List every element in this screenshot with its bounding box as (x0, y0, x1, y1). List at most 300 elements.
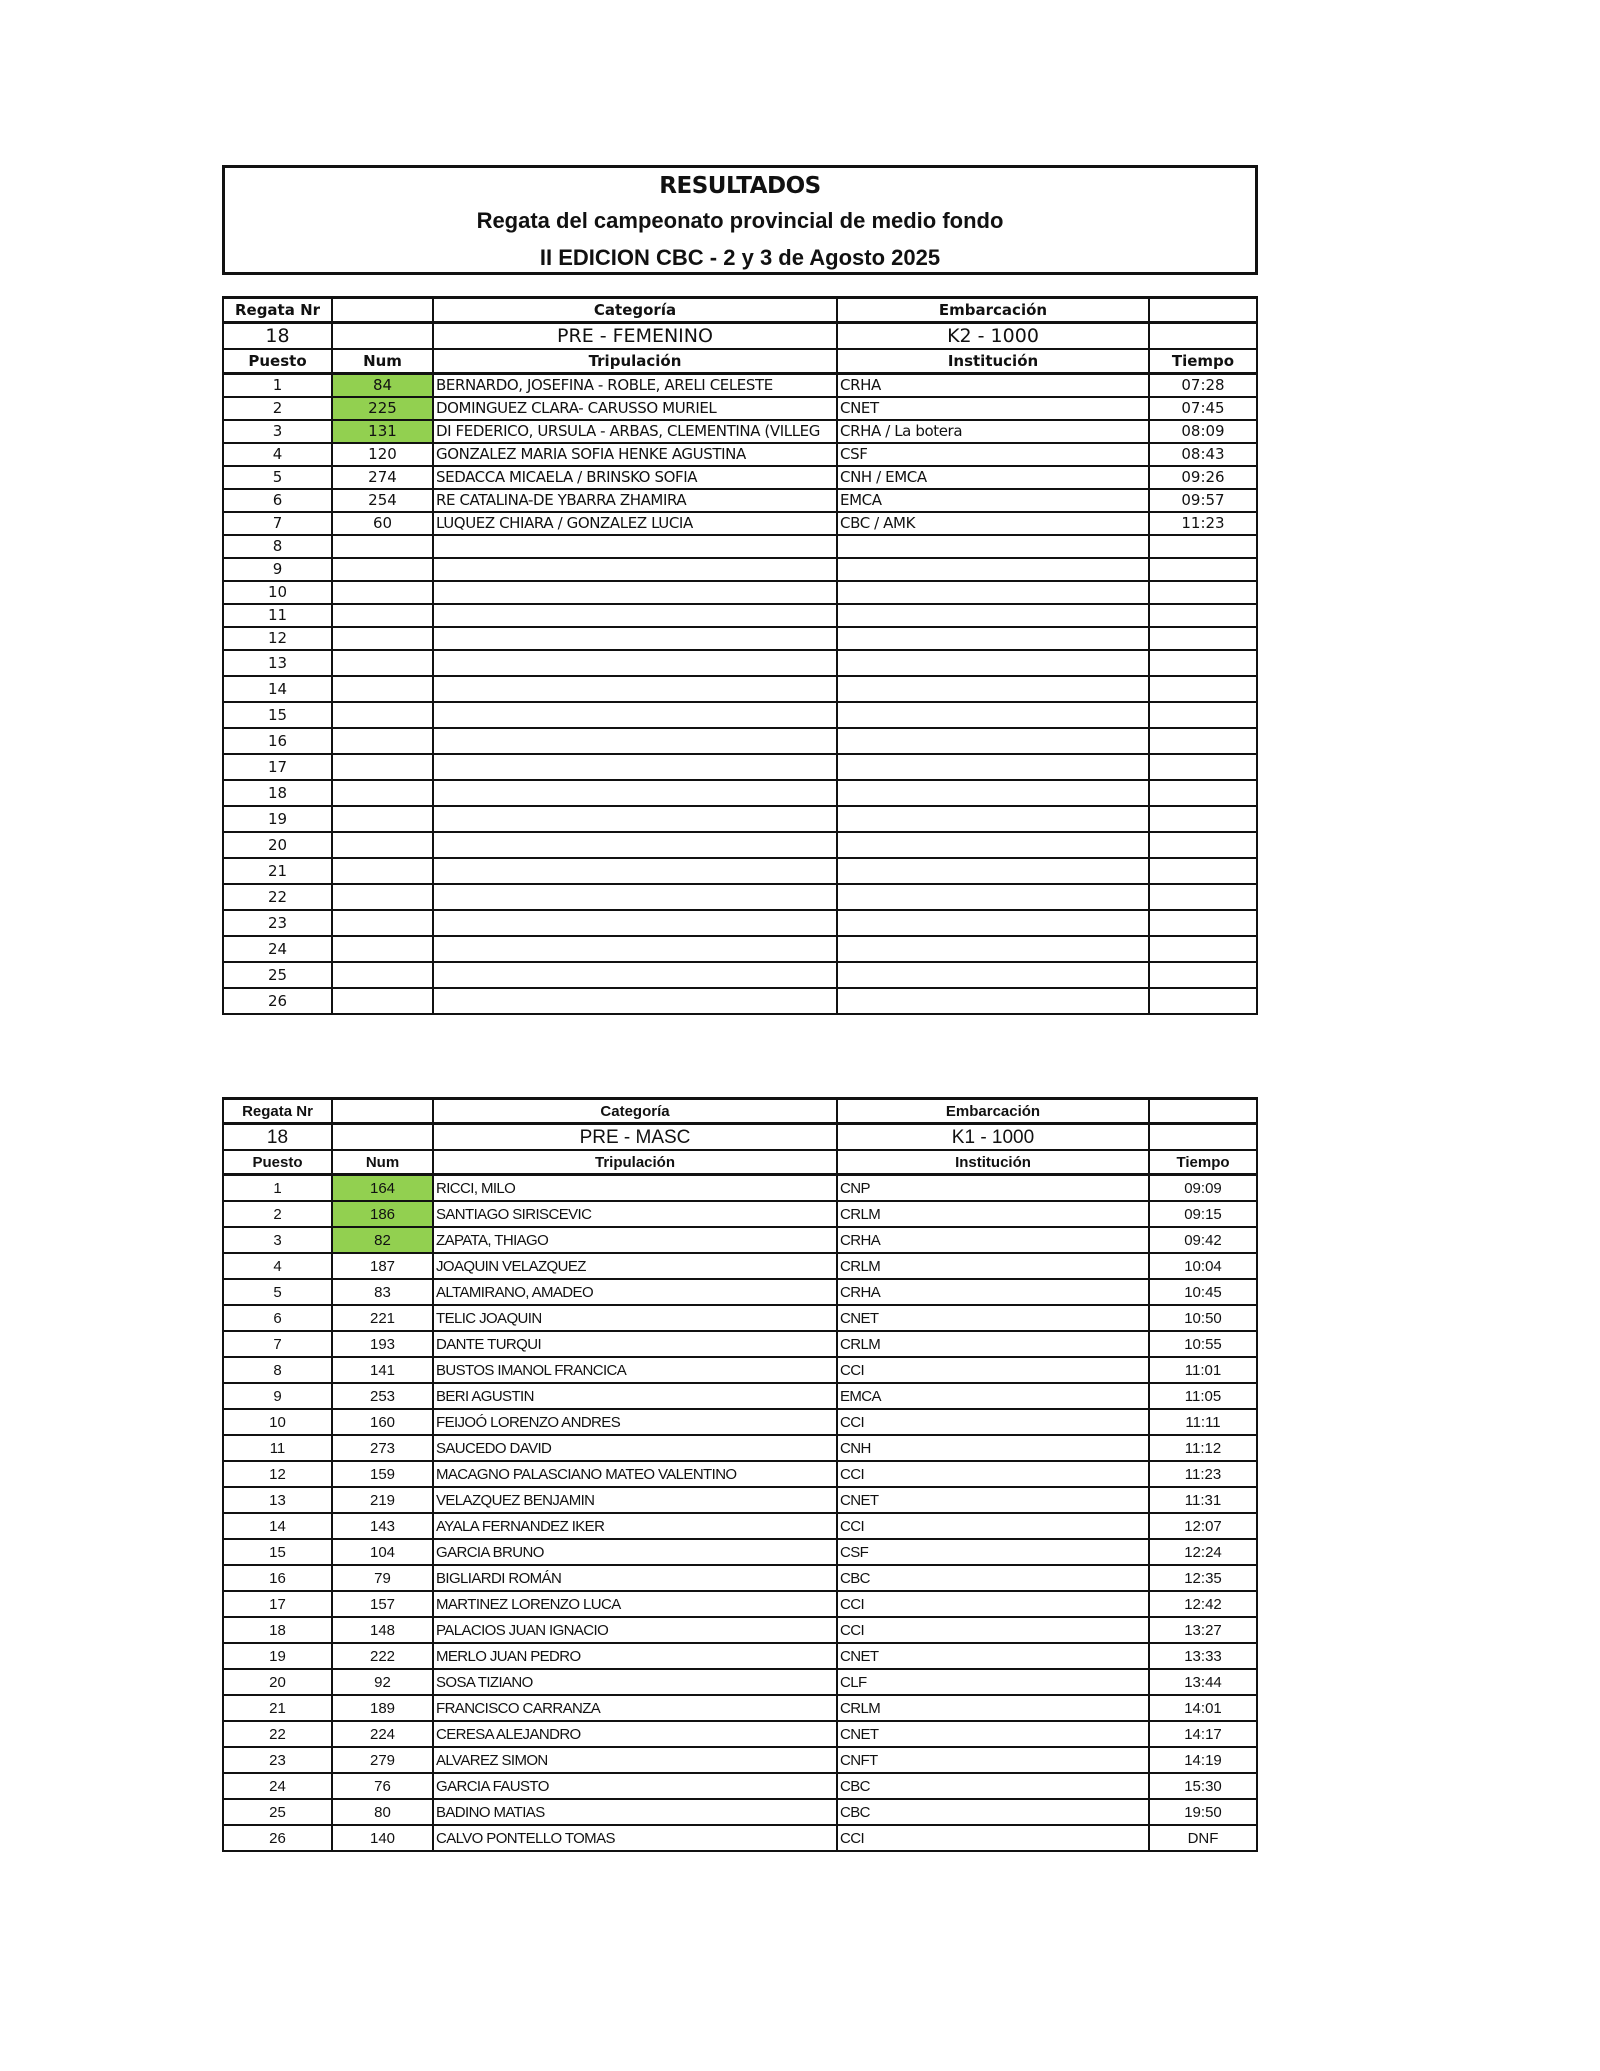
institucion-cell: CSF (837, 443, 1149, 466)
puesto-cell: 18 (223, 780, 332, 806)
column-headers (223, 1150, 1257, 1175)
institucion-cell: CNET (837, 1643, 1149, 1669)
institucion-cell: CRHA / La botera (837, 420, 1149, 443)
institucion-cell (837, 676, 1149, 702)
result-row (223, 1331, 1257, 1357)
puesto-cell: 13 (223, 1487, 332, 1513)
tiempo-cell: 12:42 (1149, 1591, 1257, 1617)
tiempo-cell: 13:33 (1149, 1643, 1257, 1669)
puesto-cell: 9 (223, 1383, 332, 1409)
tripulacion-cell: SANTIAGO SIRISCEVIC (433, 1201, 837, 1227)
institucion-cell: CRHA (837, 1279, 1149, 1305)
num-cell: 224 (332, 1721, 433, 1747)
result-row (223, 1435, 1257, 1461)
tiempo-cell: 12:24 (1149, 1539, 1257, 1565)
num-cell: 274 (332, 466, 433, 489)
tripulacion-cell: FEIJOÓ LORENZO ANDRES (433, 1409, 837, 1435)
tiempo-cell: 09:09 (1149, 1175, 1257, 1202)
puesto-cell: 3 (223, 1227, 332, 1253)
puesto-cell: 15 (223, 702, 332, 728)
num-cell (332, 728, 433, 754)
tripulacion-cell: CALVO PONTELLO TOMAS (433, 1825, 837, 1851)
results-rows (223, 1175, 1257, 1852)
tripulacion-cell (433, 936, 837, 962)
categoria-value: PRE - FEMENINO (433, 323, 837, 350)
puesto-cell: 14 (223, 1513, 332, 1539)
puesto-cell: 22 (223, 1721, 332, 1747)
tripulacion-cell: BERNARDO, JOSEFINA - ROBLE, ARELI CELESTE (433, 374, 837, 398)
empty-cell (332, 1099, 433, 1124)
institucion-cell (837, 806, 1149, 832)
race-header-values (223, 1124, 1257, 1151)
result-row (223, 558, 1257, 581)
embarcacion-label: Embarcación (837, 298, 1149, 323)
result-row (223, 1383, 1257, 1409)
tripulacion-cell (433, 650, 837, 676)
institucion-cell (837, 581, 1149, 604)
event-edition: II EDICION CBC - 2 y 3 de Agosto 2025 (539, 245, 941, 270)
num-cell: 76 (332, 1773, 433, 1799)
institucion-cell: CLF (837, 1669, 1149, 1695)
tiempo-cell: 11:05 (1149, 1383, 1257, 1409)
tiempo-cell: 11:11 (1149, 1409, 1257, 1435)
institucion-cell: CCI (837, 1357, 1149, 1383)
tripulacion-cell: GARCIA FAUSTO (433, 1773, 837, 1799)
num-cell: 193 (332, 1331, 433, 1357)
result-row (223, 1279, 1257, 1305)
puesto-cell: 8 (223, 1357, 332, 1383)
num-cell: 164 (332, 1175, 433, 1202)
num-cell: 83 (332, 1279, 433, 1305)
tripulacion-cell (433, 627, 837, 650)
result-row (223, 676, 1257, 702)
results-table-pre-masc (222, 1097, 1258, 1852)
result-row (223, 627, 1257, 650)
tripulacion-cell: GARCIA BRUNO (433, 1539, 837, 1565)
tripulacion-cell (433, 676, 837, 702)
num-cell: 279 (332, 1747, 433, 1773)
tripulacion-cell: BUSTOS IMANOL FRANCICA (433, 1357, 837, 1383)
result-row (223, 1799, 1257, 1825)
num-cell (332, 581, 433, 604)
puesto-cell: 11 (223, 604, 332, 627)
puesto-cell: 20 (223, 1669, 332, 1695)
tripulacion-cell: FRANCISCO CARRANZA (433, 1695, 837, 1721)
result-row (223, 1487, 1257, 1513)
result-row (223, 1409, 1257, 1435)
tripulacion-cell (433, 806, 837, 832)
race-header-labels (223, 298, 1257, 323)
puesto-cell: 23 (223, 910, 332, 936)
tripulacion-cell: BADINO MATIAS (433, 1799, 837, 1825)
tripulacion-cell: RE CATALINA-DE YBARRA ZHAMIRA (433, 489, 837, 512)
tiempo-cell: 09:42 (1149, 1227, 1257, 1253)
tripulacion-cell (433, 702, 837, 728)
puesto-cell: 24 (223, 1773, 332, 1799)
institucion-cell: CBC (837, 1773, 1149, 1799)
categoria-value: PRE - MASC (433, 1124, 837, 1151)
puesto-cell: 1 (223, 1175, 332, 1202)
result-row (223, 581, 1257, 604)
tiempo-cell: DNF (1149, 1825, 1257, 1851)
tiempo-cell (1149, 832, 1257, 858)
institucion-cell: CBC (837, 1799, 1149, 1825)
institucion-cell: CNH / EMCA (837, 466, 1149, 489)
empty-cell (1149, 298, 1257, 323)
tripulacion-cell: BERI AGUSTIN (433, 1383, 837, 1409)
tripulacion-cell: AYALA FERNANDEZ IKER (433, 1513, 837, 1539)
result-row (223, 420, 1257, 443)
tiempo-cell: 14:19 (1149, 1747, 1257, 1773)
result-row (223, 1643, 1257, 1669)
race-header-values (223, 323, 1257, 350)
puesto-cell: 21 (223, 1695, 332, 1721)
num-cell: 219 (332, 1487, 433, 1513)
categoria-label: Categoría (433, 298, 837, 323)
result-row (223, 1461, 1257, 1487)
result-row (223, 1617, 1257, 1643)
num-cell: 60 (332, 512, 433, 535)
puesto-cell: 8 (223, 535, 332, 558)
race-header-labels (223, 1099, 1257, 1124)
institucion-cell: CRLM (837, 1201, 1149, 1227)
categoria-label: Categoría (433, 1099, 837, 1124)
tripulacion-cell (433, 558, 837, 581)
institucion-cell (837, 936, 1149, 962)
num-cell: 92 (332, 1669, 433, 1695)
embarcacion-label: Embarcación (837, 1099, 1149, 1124)
institucion-cell: CRHA (837, 374, 1149, 398)
puesto-cell: 20 (223, 832, 332, 858)
tiempo-cell (1149, 604, 1257, 627)
result-row (223, 1227, 1257, 1253)
result-row (223, 702, 1257, 728)
tiempo-cell: 11:23 (1149, 1461, 1257, 1487)
tripulacion-header: Tripulación (433, 1150, 837, 1175)
empty-cell (1149, 1124, 1257, 1151)
results-title-box (222, 165, 1258, 275)
result-row (223, 884, 1257, 910)
tripulacion-cell: PALACIOS JUAN IGNACIO (433, 1617, 837, 1643)
tiempo-header: Tiempo (1149, 1150, 1257, 1175)
tiempo-cell: 11:01 (1149, 1357, 1257, 1383)
num-cell: 157 (332, 1591, 433, 1617)
institucion-cell: CRHA (837, 1227, 1149, 1253)
puesto-cell: 6 (223, 1305, 332, 1331)
tiempo-cell: 11:31 (1149, 1487, 1257, 1513)
result-row (223, 1747, 1257, 1773)
result-row (223, 1253, 1257, 1279)
tripulacion-cell: DANTE TURQUI (433, 1331, 837, 1357)
puesto-cell: 13 (223, 650, 332, 676)
num-cell (332, 832, 433, 858)
num-cell (332, 650, 433, 676)
institucion-cell: CNP (837, 1175, 1149, 1202)
institucion-cell (837, 558, 1149, 581)
tripulacion-cell (433, 832, 837, 858)
tripulacion-cell: LUQUEZ CHIARA / GONZALEZ LUCIA (433, 512, 837, 535)
puesto-cell: 14 (223, 676, 332, 702)
tiempo-cell (1149, 535, 1257, 558)
num-header: Num (332, 349, 433, 374)
tiempo-cell: 07:28 (1149, 374, 1257, 398)
puesto-cell: 26 (223, 1825, 332, 1851)
tiempo-cell: 14:17 (1149, 1721, 1257, 1747)
institucion-cell: CCI (837, 1617, 1149, 1643)
tripulacion-cell: ALTAMIRANO, AMADEO (433, 1279, 837, 1305)
tiempo-cell (1149, 858, 1257, 884)
num-cell: 186 (332, 1201, 433, 1227)
institucion-cell (837, 962, 1149, 988)
result-row (223, 780, 1257, 806)
tripulacion-cell: MERLO JUAN PEDRO (433, 1643, 837, 1669)
institucion-cell: CNFT (837, 1747, 1149, 1773)
tiempo-cell: 19:50 (1149, 1799, 1257, 1825)
result-row (223, 1201, 1257, 1227)
num-cell: 160 (332, 1409, 433, 1435)
institucion-cell: CRLM (837, 1695, 1149, 1721)
puesto-cell: 10 (223, 1409, 332, 1435)
tiempo-cell: 10:04 (1149, 1253, 1257, 1279)
num-cell (332, 754, 433, 780)
num-cell: 84 (332, 374, 433, 398)
num-cell: 148 (332, 1617, 433, 1643)
result-row (223, 1721, 1257, 1747)
tiempo-cell: 10:45 (1149, 1279, 1257, 1305)
num-cell: 79 (332, 1565, 433, 1591)
puesto-cell: 1 (223, 374, 332, 398)
tiempo-cell (1149, 780, 1257, 806)
institucion-cell (837, 832, 1149, 858)
puesto-cell: 19 (223, 806, 332, 832)
tiempo-cell (1149, 988, 1257, 1014)
regata-nr-label: Regata Nr (223, 298, 332, 323)
puesto-cell: 7 (223, 1331, 332, 1357)
puesto-cell: 9 (223, 558, 332, 581)
tripulacion-cell: TELIC JOAQUIN (433, 1305, 837, 1331)
puesto-cell: 10 (223, 581, 332, 604)
embarcacion-value: K2 - 1000 (837, 323, 1149, 350)
tiempo-cell: 07:45 (1149, 397, 1257, 420)
num-cell: 120 (332, 443, 433, 466)
num-cell: 189 (332, 1695, 433, 1721)
tiempo-header: Tiempo (1149, 349, 1257, 374)
tiempo-cell (1149, 910, 1257, 936)
puesto-cell: 23 (223, 1747, 332, 1773)
regata-nr-value: 18 (223, 323, 332, 350)
page-title: RESULTADOS (659, 173, 821, 199)
tiempo-cell: 10:55 (1149, 1331, 1257, 1357)
tiempo-cell (1149, 627, 1257, 650)
num-cell: 221 (332, 1305, 433, 1331)
num-cell (332, 858, 433, 884)
tripulacion-header: Tripulación (433, 349, 837, 374)
result-row (223, 1565, 1257, 1591)
tiempo-cell: 13:27 (1149, 1617, 1257, 1643)
num-cell: 254 (332, 489, 433, 512)
num-cell (332, 535, 433, 558)
institucion-cell: CCI (837, 1825, 1149, 1851)
institucion-cell (837, 604, 1149, 627)
result-row (223, 806, 1257, 832)
num-cell (332, 806, 433, 832)
result-row (223, 1825, 1257, 1851)
institucion-cell: CNET (837, 1721, 1149, 1747)
institucion-cell: EMCA (837, 1383, 1149, 1409)
empty-cell (332, 1124, 433, 1151)
tiempo-cell: 12:35 (1149, 1565, 1257, 1591)
institucion-cell (837, 988, 1149, 1014)
num-cell (332, 988, 433, 1014)
institucion-cell: CRLM (837, 1253, 1149, 1279)
tiempo-cell: 12:07 (1149, 1513, 1257, 1539)
institucion-cell: CBC (837, 1565, 1149, 1591)
tripulacion-cell (433, 988, 837, 1014)
tripulacion-cell: ZAPATA, THIAGO (433, 1227, 837, 1253)
tripulacion-cell: MACAGNO PALASCIANO MATEO VALENTINO (433, 1461, 837, 1487)
result-row (223, 1357, 1257, 1383)
puesto-cell: 2 (223, 1201, 332, 1227)
num-cell: 80 (332, 1799, 433, 1825)
num-cell: 131 (332, 420, 433, 443)
result-row (223, 1591, 1257, 1617)
puesto-cell: 17 (223, 754, 332, 780)
result-row (223, 397, 1257, 420)
tripulacion-cell (433, 535, 837, 558)
institucion-cell: CBC / AMK (837, 512, 1149, 535)
tripulacion-cell: JOAQUIN VELAZQUEZ (433, 1253, 837, 1279)
puesto-header: Puesto (223, 1150, 332, 1175)
tiempo-cell (1149, 962, 1257, 988)
institucion-cell: EMCA (837, 489, 1149, 512)
institucion-cell (837, 910, 1149, 936)
num-cell (332, 936, 433, 962)
tiempo-cell: 09:15 (1149, 1201, 1257, 1227)
institucion-cell: CNH (837, 1435, 1149, 1461)
empty-cell (332, 298, 433, 323)
puesto-cell: 15 (223, 1539, 332, 1565)
tiempo-cell: 09:26 (1149, 466, 1257, 489)
puesto-cell: 3 (223, 420, 332, 443)
result-row (223, 489, 1257, 512)
institucion-cell (837, 535, 1149, 558)
num-cell (332, 627, 433, 650)
tripulacion-cell: DI FEDERICO, URSULA - ARBAS, CLEMENTINA (VILLEG (433, 420, 837, 443)
num-cell: 82 (332, 1227, 433, 1253)
institucion-cell: CNET (837, 397, 1149, 420)
num-cell (332, 884, 433, 910)
result-row (223, 535, 1257, 558)
regata-nr-value: 18 (223, 1124, 332, 1151)
empty-cell (1149, 1099, 1257, 1124)
puesto-cell: 12 (223, 627, 332, 650)
result-row (223, 650, 1257, 676)
tiempo-cell (1149, 728, 1257, 754)
num-cell (332, 910, 433, 936)
tripulacion-cell (433, 604, 837, 627)
result-row (223, 988, 1257, 1014)
puesto-cell: 25 (223, 962, 332, 988)
tiempo-cell (1149, 650, 1257, 676)
tripulacion-cell: MARTINEZ LORENZO LUCA (433, 1591, 837, 1617)
puesto-cell: 2 (223, 397, 332, 420)
result-row (223, 1695, 1257, 1721)
num-cell: 140 (332, 1825, 433, 1851)
tripulacion-cell: VELAZQUEZ BENJAMIN (433, 1487, 837, 1513)
institucion-cell: CNET (837, 1487, 1149, 1513)
num-cell (332, 702, 433, 728)
num-cell: 143 (332, 1513, 433, 1539)
num-cell: 187 (332, 1253, 433, 1279)
result-row (223, 374, 1257, 398)
puesto-cell: 25 (223, 1799, 332, 1825)
result-row (223, 1539, 1257, 1565)
puesto-cell: 21 (223, 858, 332, 884)
result-row (223, 1773, 1257, 1799)
institucion-cell (837, 728, 1149, 754)
institucion-cell: CCI (837, 1461, 1149, 1487)
result-row (223, 443, 1257, 466)
regata-nr-label: Regata Nr (223, 1099, 332, 1124)
num-cell: 225 (332, 397, 433, 420)
puesto-cell: 16 (223, 1565, 332, 1591)
result-row (223, 1669, 1257, 1695)
tiempo-cell: 11:23 (1149, 512, 1257, 535)
puesto-cell: 26 (223, 988, 332, 1014)
results-rows (223, 374, 1257, 1015)
results-table-pre-femenino (222, 296, 1258, 1015)
institucion-cell: CSF (837, 1539, 1149, 1565)
tiempo-cell: 08:09 (1149, 420, 1257, 443)
puesto-cell: 11 (223, 1435, 332, 1461)
tiempo-cell (1149, 754, 1257, 780)
result-row (223, 466, 1257, 489)
tiempo-cell (1149, 581, 1257, 604)
puesto-cell: 24 (223, 936, 332, 962)
puesto-cell: 7 (223, 512, 332, 535)
tripulacion-cell (433, 910, 837, 936)
num-cell (332, 604, 433, 627)
result-row (223, 604, 1257, 627)
embarcacion-value: K1 - 1000 (837, 1124, 1149, 1151)
num-cell (332, 676, 433, 702)
result-row (223, 936, 1257, 962)
tiempo-cell (1149, 884, 1257, 910)
tripulacion-cell (433, 962, 837, 988)
num-cell: 141 (332, 1357, 433, 1383)
num-cell: 273 (332, 1435, 433, 1461)
puesto-cell: 18 (223, 1617, 332, 1643)
tripulacion-cell (433, 754, 837, 780)
result-row (223, 1305, 1257, 1331)
institucion-cell (837, 627, 1149, 650)
institucion-cell (837, 858, 1149, 884)
tiempo-cell: 11:12 (1149, 1435, 1257, 1461)
tiempo-cell: 14:01 (1149, 1695, 1257, 1721)
institucion-cell: CCI (837, 1409, 1149, 1435)
institucion-cell (837, 884, 1149, 910)
tripulacion-cell: CERESA ALEJANDRO (433, 1721, 837, 1747)
tripulacion-cell: SEDACCA MICAELA / BRINSKO SOFIA (433, 466, 837, 489)
puesto-cell: 16 (223, 728, 332, 754)
num-cell: 104 (332, 1539, 433, 1565)
institucion-cell (837, 754, 1149, 780)
institucion-cell: CCI (837, 1591, 1149, 1617)
num-cell (332, 558, 433, 581)
institucion-cell: CNET (837, 1305, 1149, 1331)
puesto-cell: 19 (223, 1643, 332, 1669)
result-row (223, 1175, 1257, 1202)
